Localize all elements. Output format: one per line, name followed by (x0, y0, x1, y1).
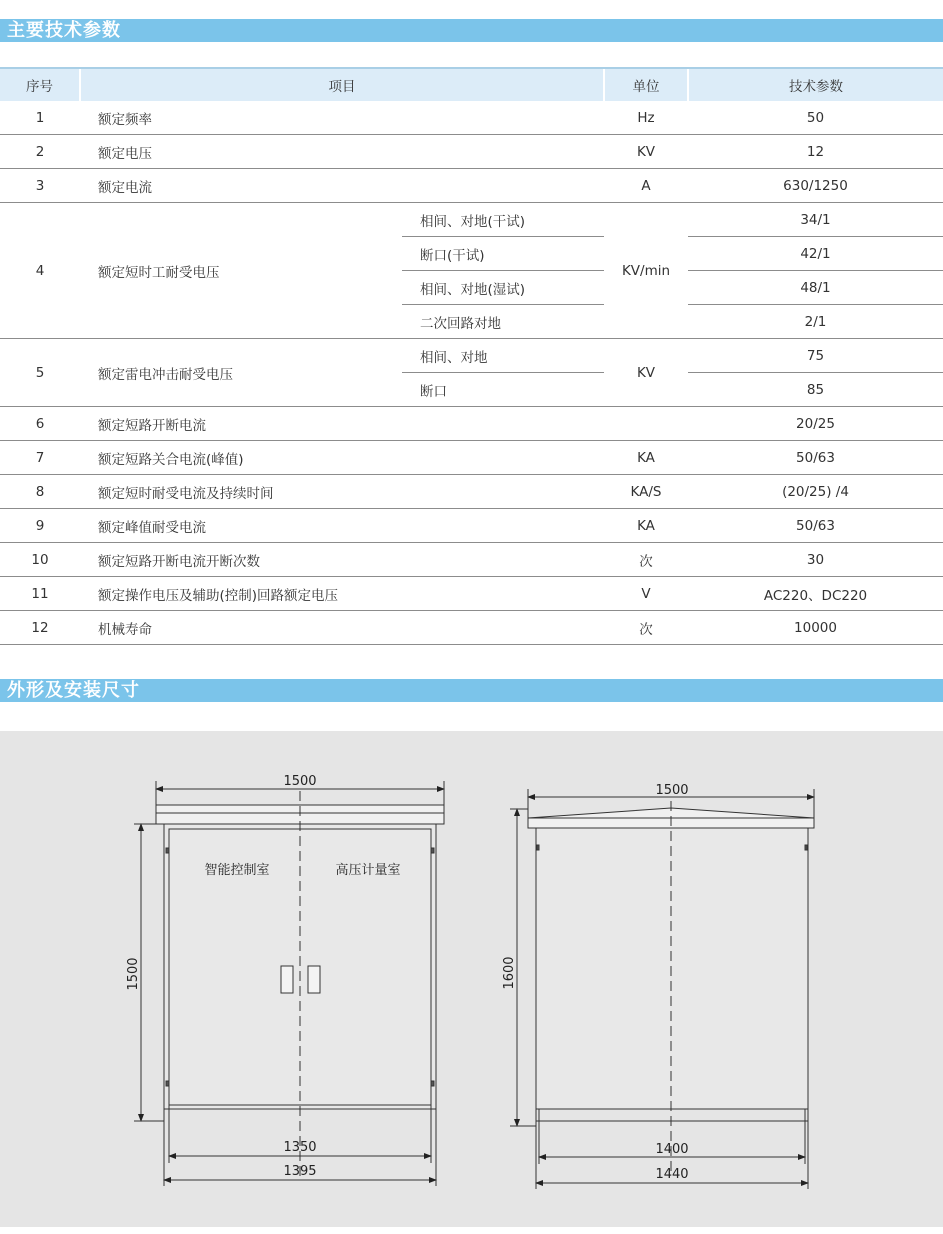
door-handle (281, 966, 293, 993)
sub-row-label: 断口 (402, 373, 604, 407)
sub-row-label: 相间、对地(湿试) (402, 271, 604, 305)
side-top-width-label: 1500 (655, 783, 689, 798)
row-item: 机械寿命 (80, 611, 604, 645)
row-value: (20/25) /4 (688, 475, 943, 509)
sub-row-value: 75 (688, 339, 943, 373)
sub-row-label: 相间、对地(干试) (402, 203, 604, 237)
row-item: 额定频率 (80, 101, 604, 135)
row-unit: V (604, 577, 688, 611)
table-row (0, 509, 943, 543)
row-item: 额定操作电压及辅助(控制)回路额定电压 (80, 577, 604, 611)
front-outer-width-label: 1395 (283, 1164, 317, 1179)
hinge (537, 845, 539, 850)
room-label-left: 智能控制室 (204, 863, 270, 878)
side-view (510, 789, 814, 1189)
sub-row-label: 相间、对地 (402, 339, 604, 373)
spec-table (0, 67, 943, 645)
row-value: 630/1250 (688, 169, 943, 203)
row-no: 10 (0, 543, 80, 577)
table-row (0, 611, 943, 645)
side-body (536, 828, 808, 1109)
sub-row-label: 二次回路对地 (402, 305, 604, 339)
row-unit: KV (604, 135, 688, 169)
row-unit: KA (604, 441, 688, 475)
section-title-specs: 主要技术参数 (7, 20, 121, 41)
spec-table-container (0, 67, 943, 645)
sub-row-value: 2/1 (688, 305, 943, 339)
row-value: 12 (688, 135, 943, 169)
sub-row-value: 42/1 (688, 237, 943, 271)
row-unit: 次 (604, 543, 688, 577)
table-row (0, 169, 943, 203)
row-no: 9 (0, 509, 80, 543)
row-item: 额定短路关合电流(峰值) (80, 441, 604, 475)
row-unit (604, 407, 688, 441)
row-item: 额定短路开断电流 (80, 407, 604, 441)
row-unit: A (604, 169, 688, 203)
row-unit: Hz (604, 101, 688, 135)
row-no: 3 (0, 169, 80, 203)
row-unit: KA (604, 509, 688, 543)
row-item: 额定电压 (80, 135, 604, 169)
table-row (0, 101, 943, 135)
dimension-drawing (0, 731, 943, 1227)
row-item: 额定峰值耐受电流 (80, 509, 604, 543)
header-item: 项目 (80, 68, 604, 101)
side-height-label: 1600 (502, 956, 517, 990)
table-row (0, 203, 943, 237)
row-no: 4 (0, 203, 80, 339)
header-unit: 单位 (604, 68, 688, 101)
row-no: 7 (0, 441, 80, 475)
row-unit: KA/S (604, 475, 688, 509)
header-no: 序号 (0, 68, 80, 101)
row-no: 6 (0, 407, 80, 441)
row-item: 额定短时工耐受电压 (80, 203, 402, 339)
row-unit: 次 (604, 611, 688, 645)
row-no: 2 (0, 135, 80, 169)
table-row (0, 475, 943, 509)
hinge (431, 1081, 434, 1086)
front-view (134, 781, 444, 1186)
row-no: 1 (0, 101, 80, 135)
row-value: 50 (688, 101, 943, 135)
section-header-specs (0, 19, 943, 42)
row-no: 5 (0, 339, 80, 407)
side-inner-width-label: 1400 (655, 1142, 689, 1157)
table-row (0, 407, 943, 441)
side-outer-width-label: 1440 (655, 1167, 689, 1182)
table-row (0, 441, 943, 475)
hinge (805, 845, 807, 850)
front-inner-width-label: 1350 (283, 1140, 317, 1155)
table-row (0, 339, 943, 373)
sub-row-value: 48/1 (688, 271, 943, 305)
row-item: 额定雷电冲击耐受电压 (80, 339, 402, 407)
row-item: 额定短时耐受电流及持续时间 (80, 475, 604, 509)
sub-row-value: 34/1 (688, 203, 943, 237)
row-value: 30 (688, 543, 943, 577)
hinge (166, 848, 169, 853)
row-unit: KV (604, 339, 688, 407)
section-header-drawing (0, 679, 943, 702)
front-top-width-label: 1500 (283, 774, 317, 789)
row-unit: KV/min (604, 203, 688, 339)
table-header-row (0, 68, 943, 101)
hinge (431, 848, 434, 853)
sub-row-label: 断口(干试) (402, 237, 604, 271)
row-value: 10000 (688, 611, 943, 645)
row-item: 额定短路开断电流开断次数 (80, 543, 604, 577)
row-no: 12 (0, 611, 80, 645)
row-value: 50/63 (688, 509, 943, 543)
front-height-label: 1500 (126, 957, 141, 991)
row-no: 8 (0, 475, 80, 509)
row-no: 11 (0, 577, 80, 611)
table-row (0, 577, 943, 611)
row-item: 额定电流 (80, 169, 604, 203)
door-handle (308, 966, 320, 993)
room-label-right: 高压计量室 (335, 863, 401, 878)
header-value: 技术参数 (688, 68, 943, 101)
row-value: 50/63 (688, 441, 943, 475)
dimension-drawing-panel (0, 731, 943, 1227)
row-value: 20/25 (688, 407, 943, 441)
section-title-drawing: 外形及安装尺寸 (7, 680, 140, 701)
sub-row-value: 85 (688, 373, 943, 407)
table-row (0, 543, 943, 577)
row-value: AC220、DC220 (688, 577, 943, 611)
table-row (0, 135, 943, 169)
hinge (166, 1081, 169, 1086)
